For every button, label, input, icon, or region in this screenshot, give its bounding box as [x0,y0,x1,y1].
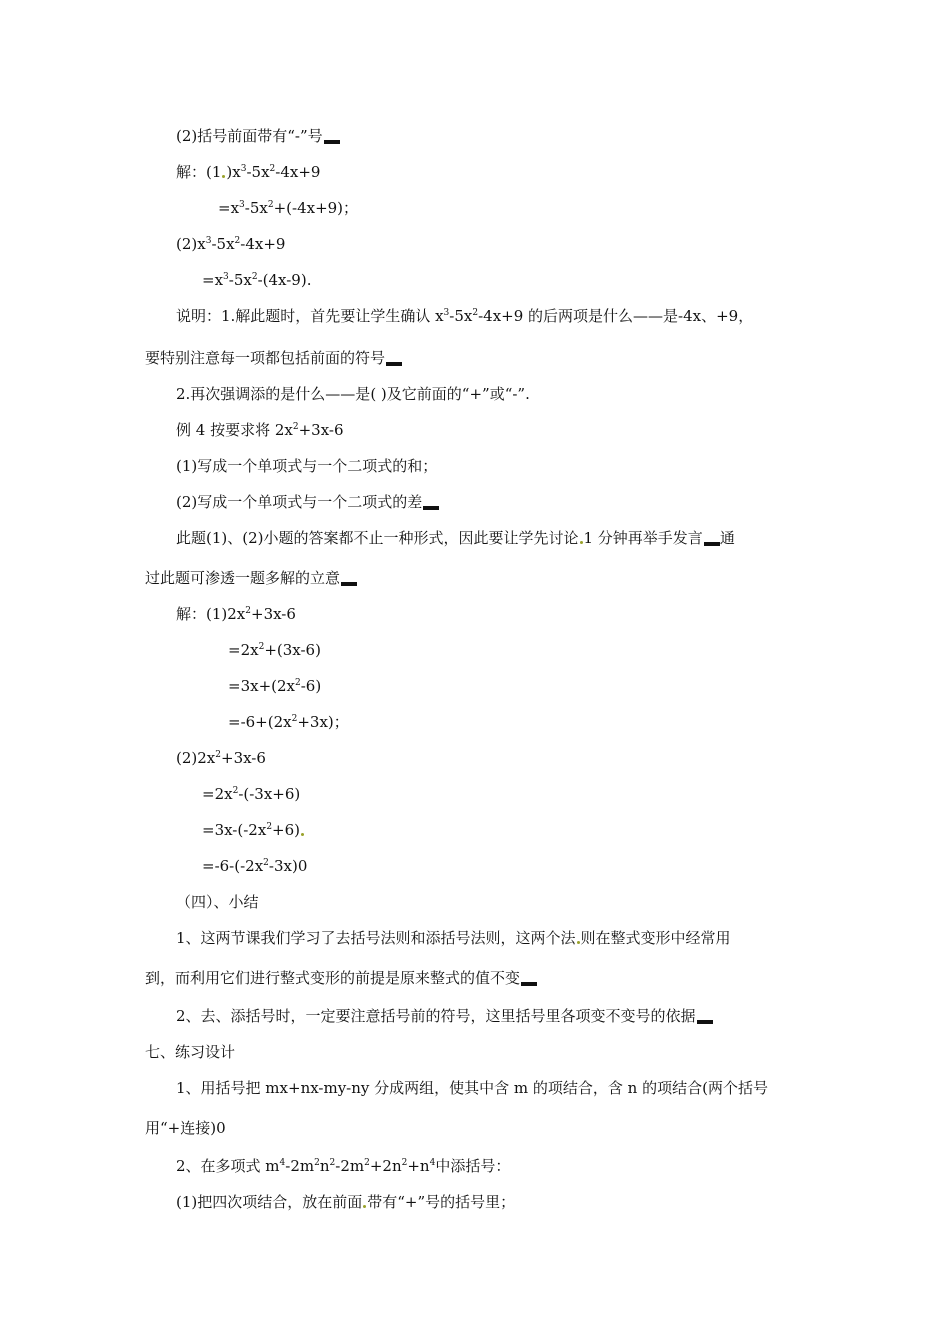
text-line: (1)把四次项结合，放在前面 带有“+”号的括号里； [176,1193,516,1211]
marker-dot [363,1205,366,1208]
placeholder-mark [324,140,340,144]
marker-dot [222,175,225,178]
text-line: $=2x^2+(3x-6)$ [228,641,321,659]
text-line: 说明：1.解此题时，首先要让学生确认 $x^3-5x^2-4x+9$ 的后两项是什么——是-4x、+9， [176,307,754,325]
text-line: 1、这两节课我们学习了去括号法则和添括号法则，这两个法 则在整式变形中经常用 [176,929,731,947]
placeholder-mark [386,362,402,366]
text-line: 解：$(1)2x^2+3x-6$ [176,605,296,623]
text-line: 1、用括号把 mx+nx-my-ny 分成两组，使其中含 m 的项结合，含 n 的项结合(两个括号 [176,1079,768,1097]
marker-dot [301,833,304,836]
marker-dot [577,941,580,944]
text-line: $(2)2x^2+3x-6$ [176,749,266,767]
text-line: 2.再次强调添的是什么——是( )及它前面的“+”或“-”. [176,385,530,403]
text-line: 到，而利用它们进行整式变形的前提是原来整式的值不变 [145,968,537,988]
text-line: 2、去、添括号时，一定要注意括号前的符号，这里括号里各项变不变号的依据 [176,1006,713,1026]
placeholder-mark [423,506,439,510]
section-heading: 七、练习设计 [145,1043,236,1061]
placeholder-mark [697,1020,713,1024]
text-line: 例 4 按要求将 $2x^2+3x-6$ [176,421,344,439]
text-line: $(2)x^3-5x^2-4x+9$ [176,235,286,253]
placeholder-mark [521,982,537,986]
text-line: $=-6+(2x^2+3x)$； [228,713,349,731]
placeholder-mark [704,542,720,546]
text-line: 解：(1 )$x^3-5x^2-4x+9$ [176,163,321,181]
text-line: $=3x-(-2x^2+6)$ [202,820,305,840]
text-line: $=x^3-5x^2+(-4x+9)$； [218,199,359,217]
text-line: 2、在多项式 $m^4-2m^2n^2-2m^2+2n^2+n^4$中添括号： [176,1157,511,1175]
text-line: $=3x+(2x^2-6)$ [228,677,322,695]
text-line: (2)写成一个单项式与一个二项式的差 [176,492,439,512]
marker-dot [580,541,583,544]
text-line: $=x^3-5x^2-(4x-9)$. [202,271,312,289]
text-line: 用“+连接)0 [145,1119,226,1137]
text-line: $=2x^2-(-3x+6)$ [202,785,301,803]
text-line: 要特别注意每一项都包括前面的符号 [145,348,402,368]
section-heading: （四）、小结 [176,893,259,911]
text-line: (2)括号前面带有“-”号 [176,126,340,146]
text-line: 过此题可渗透一题多解的立意 [145,568,357,588]
placeholder-mark [341,582,357,586]
text-line: (1)写成一个单项式与一个二项式的和； [176,457,438,475]
text-line: $=-6-(-2x^2-3x)0$ [202,857,308,875]
text-line: 此题(1)、(2)小题的答案都不止一种形式，因此要让学先讨论 1 分钟再举手发言 通 [176,529,735,547]
